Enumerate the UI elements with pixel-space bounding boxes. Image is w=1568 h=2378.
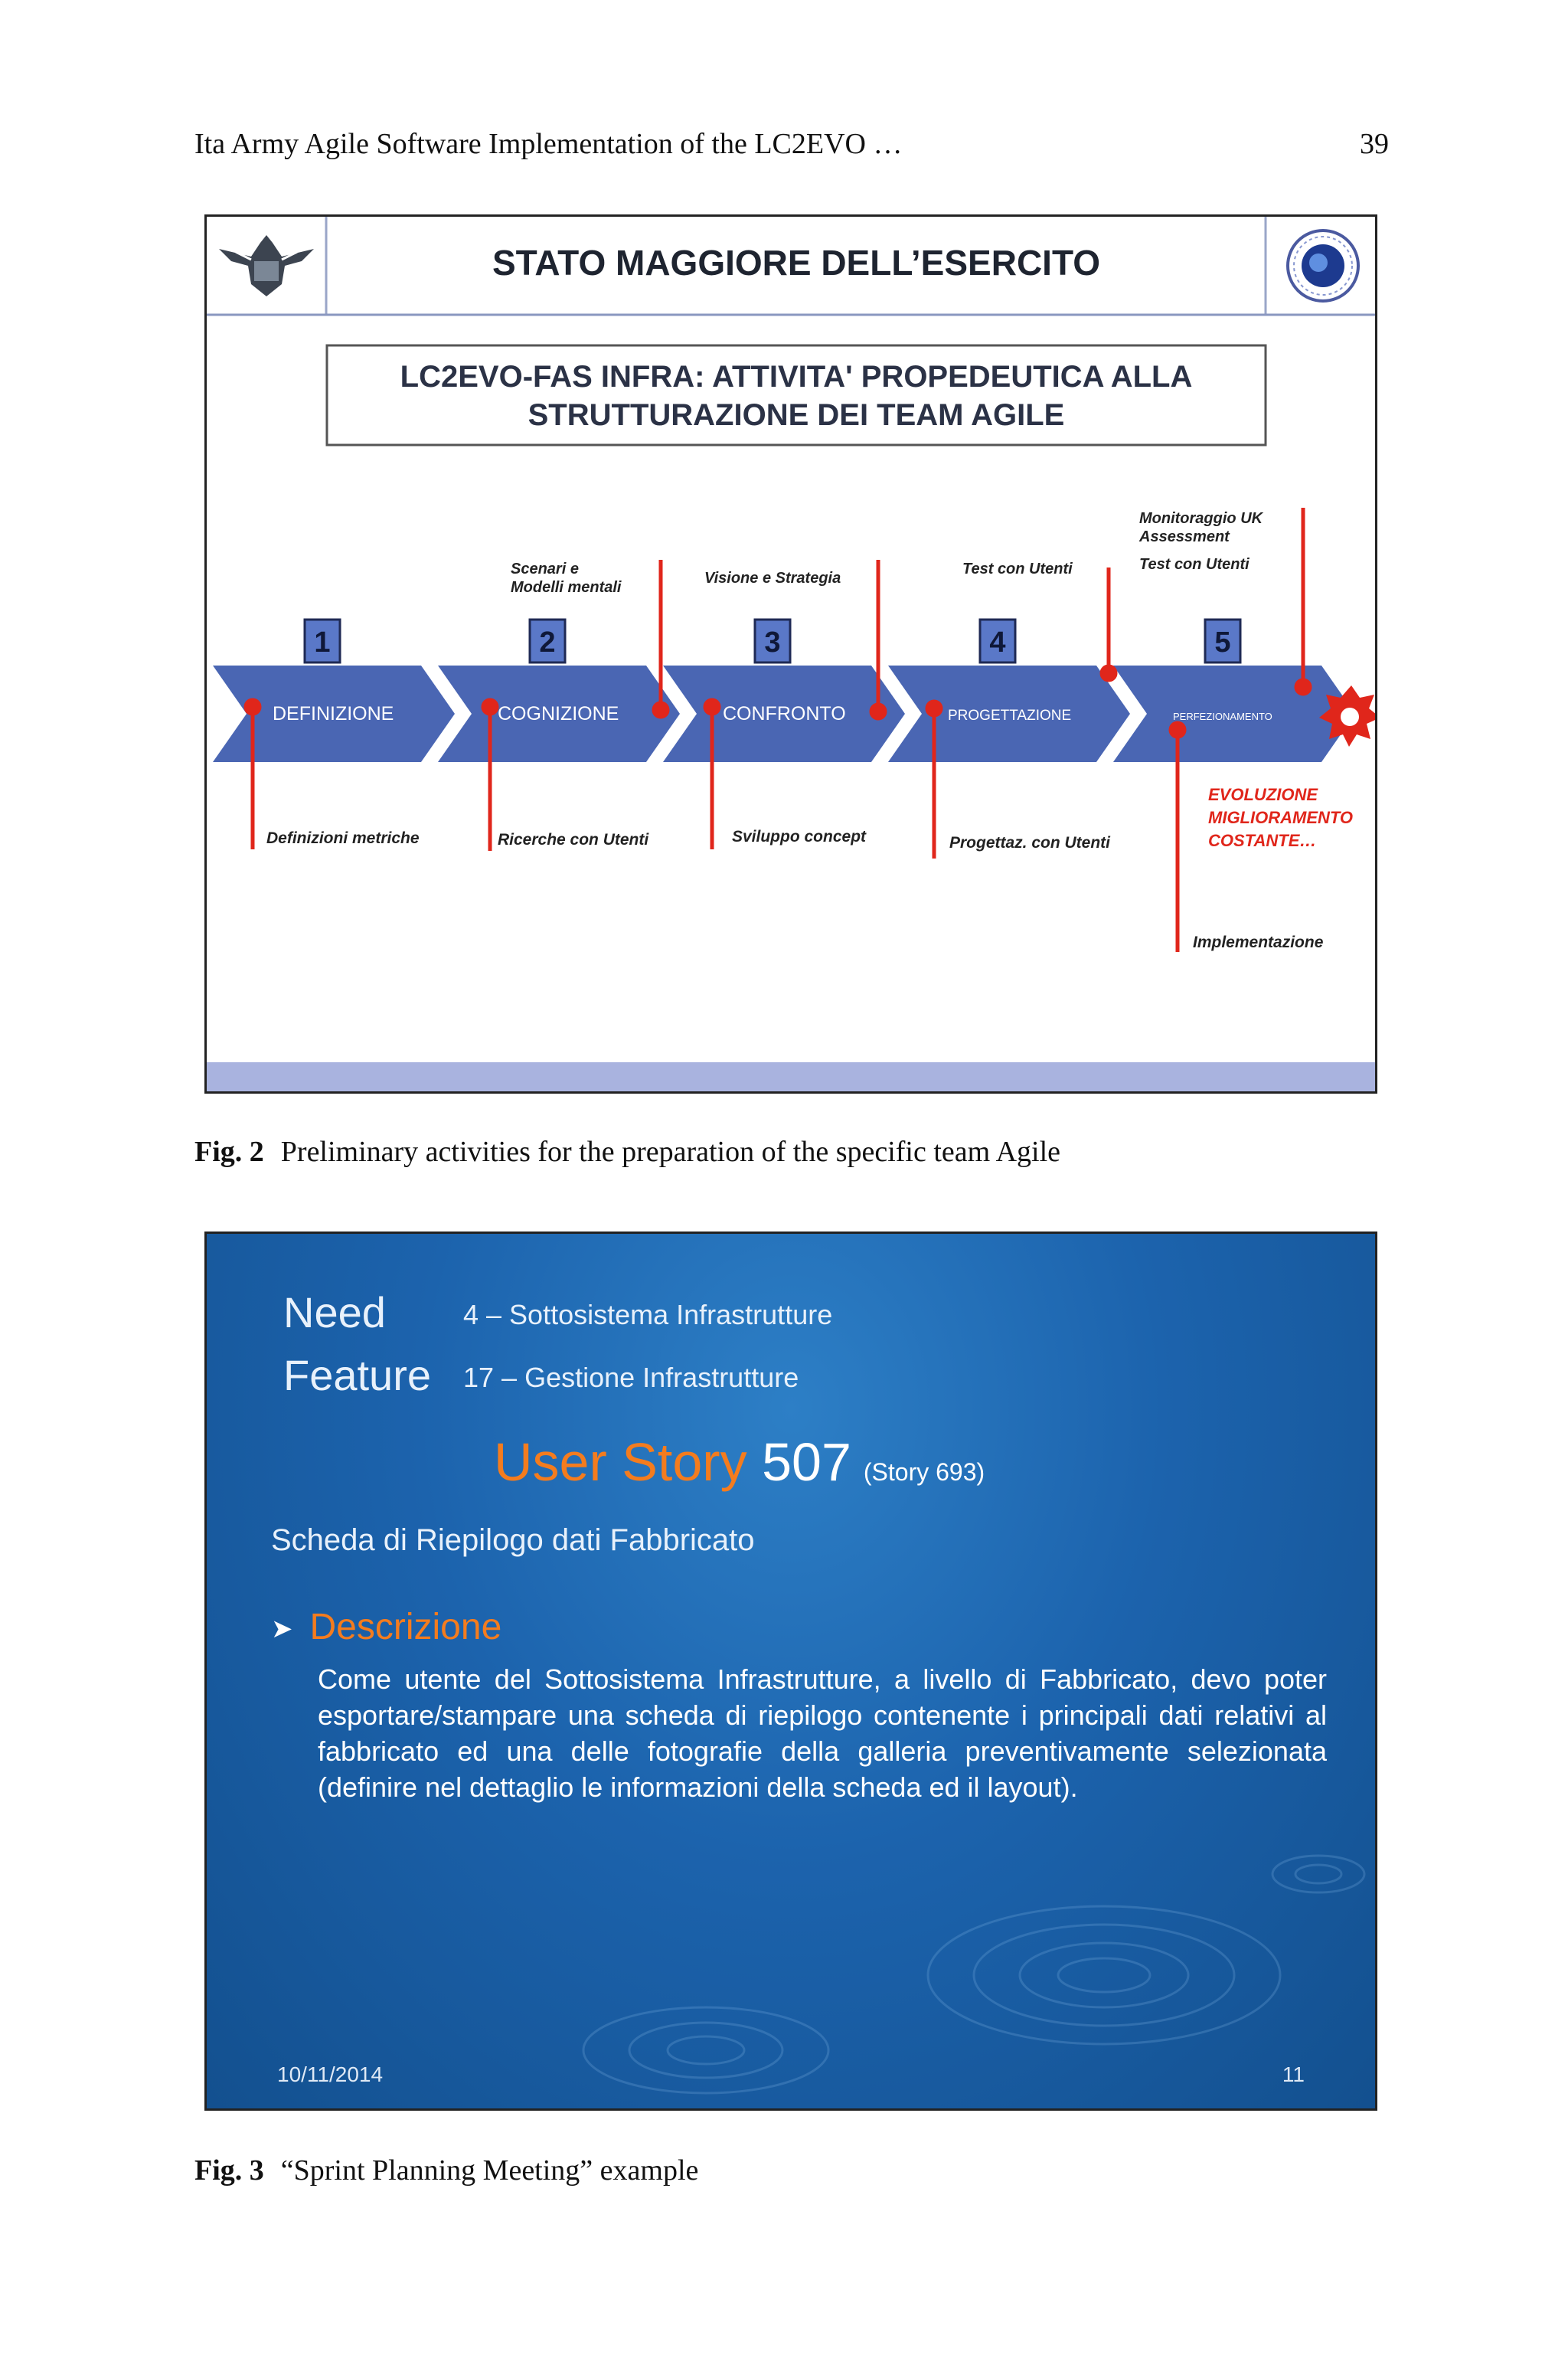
slide-number: 11 [1282,2062,1305,2086]
org-title: STATO MAGGIORE DELL’ESERCITO [492,243,1100,283]
phase-number: 1 [314,626,331,659]
slide-date: 10/11/2014 [277,2062,384,2086]
note-monitoraggio-line1: Monitoraggio UK [1139,510,1263,527]
figure-2-graphic [207,217,1377,1094]
phase-label: DEFINIZIONE [273,703,394,725]
figure-3-caption-text: “Sprint Planning Meeting” example [280,2154,699,2187]
user-story-title [494,1431,985,1493]
figure-3-caption [194,2154,698,2187]
figure-2-slide [204,214,1377,1094]
note-progettaz: Progettaz. con Utenti [949,834,1111,852]
phase-number: 3 [764,626,781,659]
description-heading [271,1606,501,1648]
evolution-line1: EVOLUZIONE [1208,785,1318,804]
card-title: Scheda di Riepilogo dati Fabbricato [271,1523,755,1557]
note-monitoraggio-line3: Test con Utenti [1139,556,1250,573]
description-heading-text: Descrizione [309,1607,502,1647]
evolution-line2: MIGLIORAMENTO [1208,808,1354,827]
page-number: 39 [1360,128,1389,160]
figure-2-caption-text: Preliminary activities for the preparation of the specific team Agile [280,1136,1061,1168]
phase-label: PROGETTAZIONE [948,708,1072,724]
figure-2-caption [194,1135,1060,1169]
figure-2-caption-label: Fig. 2 [194,1136,264,1168]
note-implementazione: Implementazione [1193,934,1324,951]
phase-label: PERFEZIONAMENTO [1173,711,1272,722]
note-test: Test con Utenti [962,561,1073,577]
phase-label: CONFRONTO [723,703,846,725]
need-value: 4 – Sottosistema Infrastrutture [463,1299,833,1330]
figure-3-caption-label: Fig. 3 [194,2154,264,2187]
round-seal-icon [1288,231,1358,301]
note-sviluppo: Sviluppo concept [732,828,867,846]
box-title-line1: LC2EVO-FAS INFRA: ATTIVITA' PROPEDEUTICA ALLA [400,360,1193,394]
feature-value: 17 – Gestione Infrastrutture [463,1362,799,1393]
note-scenari-line1: Scenari e [511,561,579,577]
phase-number: 5 [1214,626,1231,659]
figure-3-slide [204,1232,1377,2111]
phase-number: 4 [989,626,1006,659]
note-definizioni: Definizioni metriche [266,829,420,847]
evolution-line3: COSTANTE… [1208,831,1317,850]
user-story-number: 507 [762,1432,851,1492]
note-scenari-line2: Modelli mentali [511,579,622,596]
description-body: Come utente del Sottosistema Infrastrutture, a livello di Fabbricato, devo poter esportare/stampare una scheda di riepilogo contenente i principali dati relativi al fabbricato ed una delle fotografie della galleria preventivamente selezionata (definire nel dettaglio le informazioni della scheda ed il layout). [318,1663,1327,1803]
note-visione: Visione e Strategia [704,570,841,587]
slide-footer-band [207,1062,1377,1094]
user-story-ref: (Story 693) [863,1458,985,1486]
feature-label: Feature [283,1351,431,1399]
note-monitoraggio-line2: Assessment [1139,528,1230,545]
user-story-label: User Story [494,1432,747,1492]
phase-number: 2 [539,626,556,659]
phase-label: COGNIZIONE [498,703,619,725]
arrow-bullet-icon: ➤ [271,1614,293,1644]
box-title-line2: STRUTTURAZIONE DEI TEAM AGILE [528,398,1065,432]
note-ricerche: Ricerche con Utenti [498,831,649,849]
need-label: Need [283,1288,386,1336]
running-head: Ita Army Agile Software Implementation of the LC2EVO … [194,128,903,160]
